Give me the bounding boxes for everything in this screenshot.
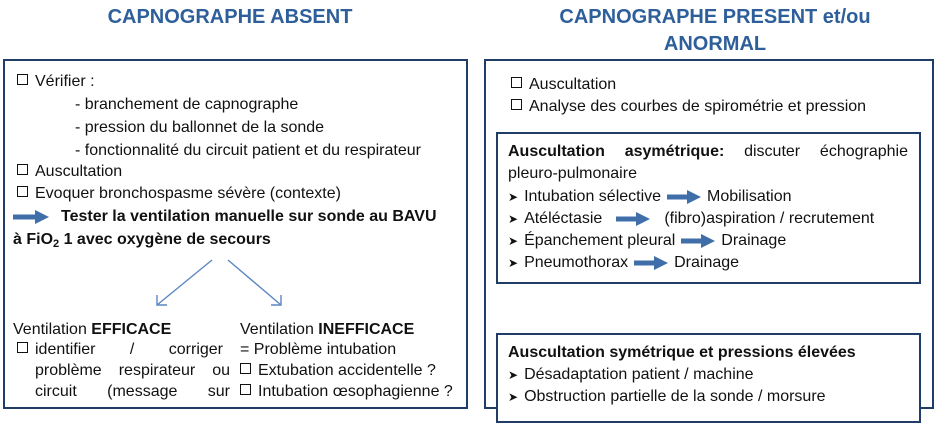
checkbox-icon (511, 77, 522, 88)
checkbox-icon (17, 164, 28, 175)
asym-title-line: Auscultation asymétrique: discuter échographie (508, 143, 908, 160)
asym-item-2: ➤ Atéléctasie (fibro)aspiration / recrutement (508, 210, 875, 227)
inefficace-line-2: Extubation accidentelle ? (240, 361, 436, 380)
right-arrow-icon (13, 210, 49, 224)
inefficace-line-3: Intubation œsophagienne ? (240, 382, 453, 401)
right-heading-line-2: ANORMAL (663, 33, 767, 55)
left-box (3, 59, 468, 409)
manual-ventilation-line-1: Tester la ventilation manuelle sur sonde au BAVU (13, 207, 437, 226)
right-auscultation-item: Auscultation (511, 75, 616, 94)
bullet-arrow-icon: ➤ (508, 256, 519, 270)
manual-ventilation-line-2: à FiO$_2$ 1 avec oxygène de secours (13, 231, 271, 250)
right-heading-line-1: CAPNOGRAPHE PRESENT et/ou (559, 6, 871, 28)
verify-sub-3: - fonctionnalité du circuit patient et du respirateur (75, 142, 421, 159)
checkbox-icon (17, 74, 28, 85)
bullet-arrow-icon: ➤ (508, 390, 519, 404)
symetric-box (496, 333, 921, 423)
efficace-line-3: circuit (message sur (35, 383, 230, 400)
inefficace-title: Ventilation INEFFICACE (240, 321, 415, 338)
checkbox-icon (240, 384, 251, 395)
branch-arrows (155, 257, 315, 317)
bullet-arrow-icon: ➤ (508, 190, 519, 204)
bronchospasme-item: Evoquer bronchospasme sévère (contexte) (17, 184, 341, 203)
checkbox-icon (511, 99, 522, 110)
verify-sub-2: - pression du ballonnet de la sonde (75, 119, 325, 136)
sym-title: Auscultation symétrique et pressions élevées (508, 344, 856, 361)
efficace-line-1: identifier / corriger (17, 340, 232, 359)
checkbox-icon (17, 342, 28, 353)
bullet-arrow-icon: ➤ (508, 234, 519, 248)
asym-item-1: ➤ Intubation sélective Mobilisation (508, 188, 792, 205)
right-arrow-icon (681, 234, 715, 248)
asymetric-box (496, 132, 921, 284)
right-arrow-icon (634, 256, 668, 270)
efficace-line-2: problème respirateur ou (35, 362, 230, 379)
asym-item-4: ➤ Pneumothorax Drainage (508, 254, 740, 271)
analyse-item: Analyse des courbes de spirométrie et pression (511, 97, 866, 116)
bullet-arrow-icon: ➤ (508, 212, 519, 226)
efficace-title: Ventilation EFFICACE (13, 321, 172, 338)
auscultation-item: Auscultation (17, 162, 122, 181)
right-arrow-icon (667, 190, 701, 204)
asym-title-line-2: pleuro-pulmonaire (508, 165, 637, 182)
sym-item-1: ➤ Désadaptation patient / machine (508, 366, 754, 383)
sym-item-2: ➤ Obstruction partielle de la sonde / morsure (508, 388, 826, 405)
checkbox-icon (240, 363, 251, 374)
bullet-arrow-icon: ➤ (508, 368, 519, 382)
right-arrow-icon (616, 212, 650, 226)
verify-sub-1: - branchement de capnographe (75, 96, 299, 113)
verify-item: Vérifier : (17, 72, 95, 91)
right-outer-box (484, 59, 934, 409)
left-heading: CAPNOGRAPHE ABSENT (107, 6, 353, 28)
checkbox-icon (17, 186, 28, 197)
asym-item-3: ➤ Épanchement pleural Drainage (508, 232, 787, 249)
inefficace-line-1: = Problème intubation (240, 341, 397, 358)
